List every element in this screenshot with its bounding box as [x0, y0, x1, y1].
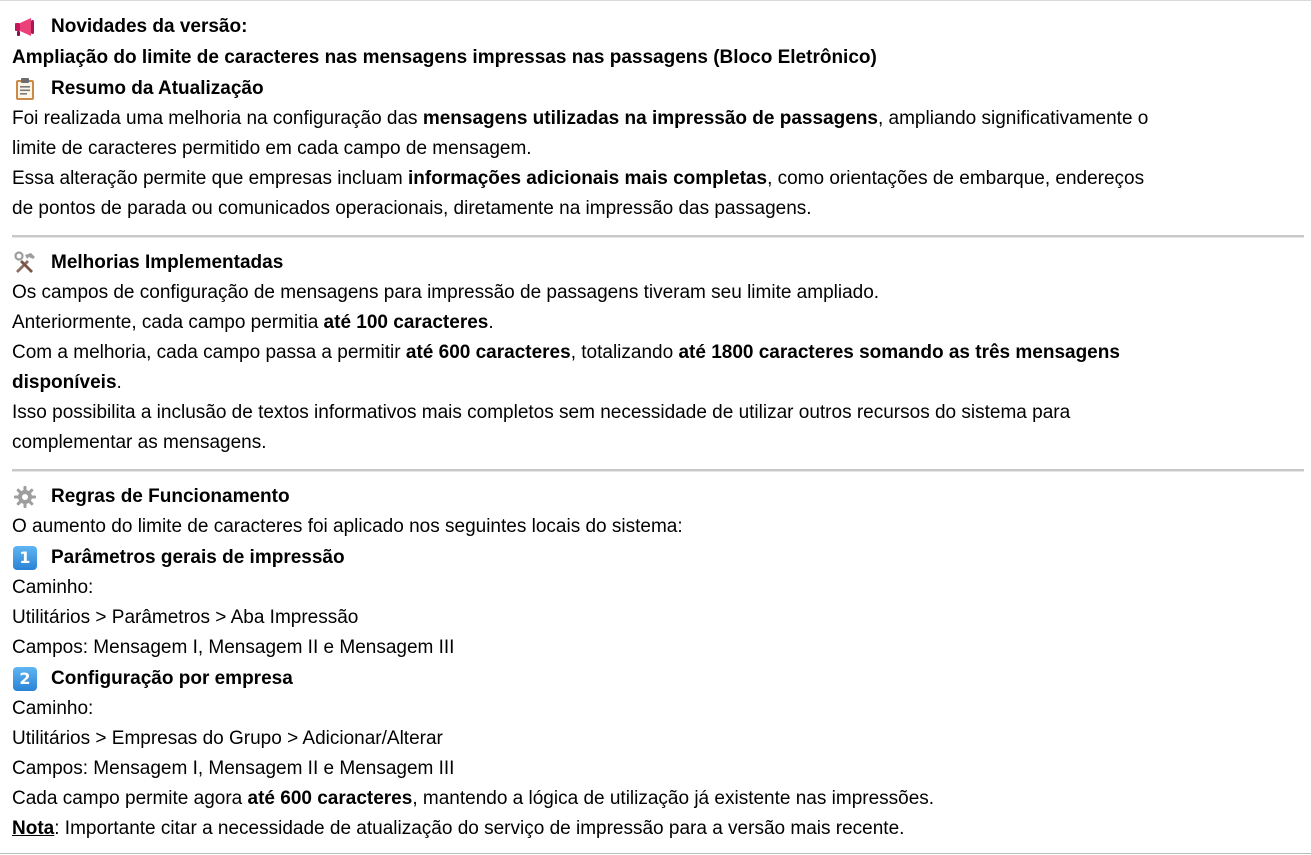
text-run: Essa alteração permite que empresas incluam: [12, 168, 409, 189]
megaphone-icon: [13, 15, 37, 39]
text-run: .: [488, 312, 494, 333]
resumo-heading: [10, 73, 1304, 104]
melhorias-line-6: complementar as mensagens.: [12, 432, 267, 453]
bold-text-run: mensagens utilizadas na impressão de passagens: [422, 108, 878, 129]
nota-label: Nota: [12, 818, 55, 839]
number-2-icon: 2: [13, 667, 37, 691]
clipboard-icon: [13, 77, 37, 101]
bold-text-run: até 600 caracteres: [247, 788, 413, 809]
resumo-paragraph-1-line-1: [12, 104, 1304, 134]
resumo-heading-text: Resumo da Atualização: [51, 78, 264, 99]
bold-text-run: disponíveis: [12, 372, 117, 393]
text-run: , totalizando: [570, 342, 679, 363]
bold-text-run: até 1800 caracteres somando as três mensagens: [678, 342, 1120, 363]
text-run: Com a melhoria, cada campo passa a permitir: [12, 342, 406, 363]
melhorias-line-1: Os campos de configuração de mensagens para impressão de passagens tiveram seu limite ampliado.: [12, 282, 880, 303]
section-divider: [12, 469, 1304, 472]
text-run: Foi realizada uma melhoria na configuração das: [12, 108, 423, 129]
melhorias-line-2: [12, 308, 1304, 338]
regras-heading: [10, 481, 1304, 512]
resumo-paragraph-2-line-2: de pontos de parada ou comunicados operacionais, diretamente na impressão das passagens.: [12, 198, 812, 219]
melhorias-heading-text: Melhorias Implementadas: [51, 252, 284, 273]
text-run: Cada campo permite agora: [12, 788, 248, 809]
text-run: , mantendo a lógica de utilização já existente nas impressões.: [412, 788, 935, 809]
release-label: Novidades da versão:: [51, 16, 248, 37]
melhorias-line-3: [12, 338, 1304, 368]
text-run: .: [116, 372, 122, 393]
nota-line: [12, 814, 1304, 844]
melhorias-line-4: [12, 368, 1304, 398]
bold-text-run: até 600 caracteres: [405, 342, 571, 363]
text-run: , como orientações de embarque, endereços: [767, 168, 1145, 189]
melhorias-line-5: Isso possibilita a inclusão de textos informativos mais completos sem necessidade de utilizar outros recursos do sistema para: [12, 402, 1071, 423]
regras-item-1-heading: [10, 542, 1304, 573]
gear-icon: [13, 485, 37, 509]
text-run: Anteriormente, cada campo permitia: [12, 312, 324, 333]
regras-item-2-heading-text: Configuração por empresa: [51, 668, 293, 689]
bold-text-run: até 100 caracteres: [323, 312, 489, 333]
number-1-icon: 1: [13, 546, 37, 570]
release-notes-document: [12, 11, 1304, 844]
resumo-paragraph-2-line-1: [12, 164, 1304, 194]
bottom-border: [0, 853, 1311, 854]
regras-item-1-campos: Campos: Mensagem I, Mensagem II e Mensagem III: [12, 637, 455, 658]
regras-intro: O aumento do limite de caracteres foi aplicado nos seguintes locais do sistema:: [12, 516, 683, 537]
regras-item-2-caminho-label: Caminho:: [12, 698, 94, 719]
nota-text: : Importante citar a necessidade de atualização do serviço de impressão para a versão mais recente.: [54, 818, 905, 839]
regras-item-1-caminho-label: Caminho:: [12, 577, 94, 598]
regras-item-1-heading-text: Parâmetros gerais de impressão: [51, 547, 345, 568]
resumo-paragraph-1-line-2: limite de caracteres permitido em cada campo de mensagem.: [12, 138, 532, 159]
regras-item-2-path: Utilitários > Empresas do Grupo > Adicionar/Alterar: [12, 728, 443, 749]
bold-text-run: informações adicionais mais completas: [408, 168, 768, 189]
hammer-wrench-icon: [13, 251, 37, 275]
regras-item-2-campos: Campos: Mensagem I, Mensagem II e Mensagem III: [12, 758, 455, 779]
regras-heading-text: Regras de Funcionamento: [51, 486, 290, 507]
regras-closing: [12, 784, 1304, 814]
release-title: Ampliação do limite de caracteres nas mensagens impressas nas passagens (Bloco Eletrônico): [12, 47, 877, 68]
melhorias-heading: [10, 247, 1304, 278]
regras-item-1-path: Utilitários > Parâmetros > Aba Impressão: [12, 607, 359, 628]
text-run: , ampliando significativamente o: [877, 108, 1149, 129]
top-border: [0, 0, 1311, 1]
section-divider: [12, 235, 1304, 238]
regras-item-2-heading: [10, 663, 1304, 694]
release-heading: [10, 11, 1304, 42]
